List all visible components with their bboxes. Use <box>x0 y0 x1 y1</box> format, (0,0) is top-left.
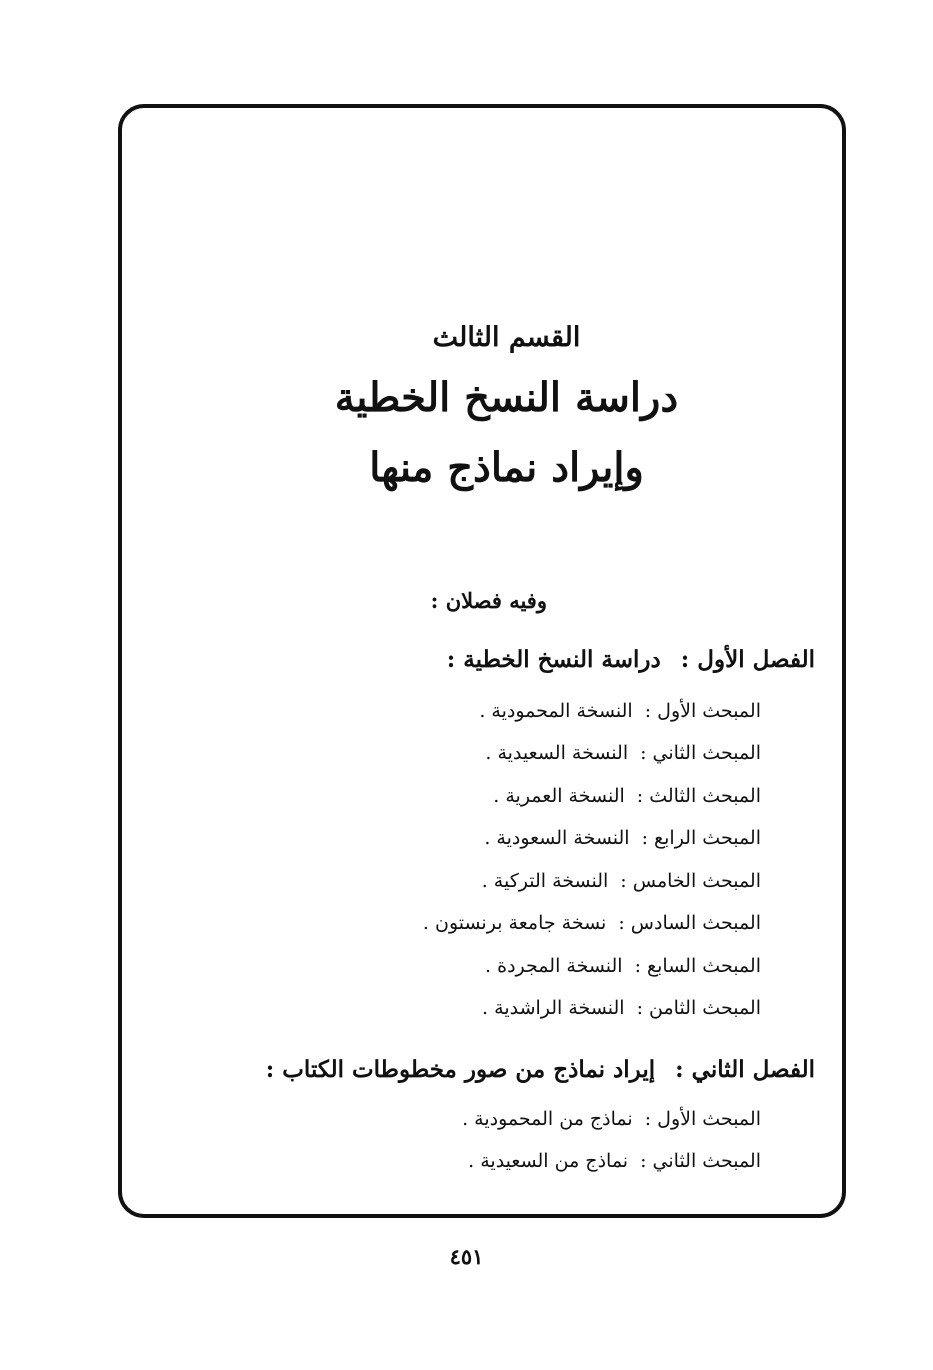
section-label: المبحث السابع : <box>634 955 761 977</box>
chapter-1-section-5 <box>482 870 761 892</box>
chapter-2-title: إيراد نماذج من صور مخطوطات الكتاب : <box>265 1056 656 1083</box>
section-title: النسخة العمرية . <box>493 785 625 807</box>
chapter-1-section-6 <box>423 912 761 934</box>
section-title: نسخة جامعة برنستون . <box>422 912 607 934</box>
section-label: المبحث الثاني : <box>640 1150 761 1172</box>
section-title: النسخة المجردة . <box>485 955 623 977</box>
section-label: المبحث الرابع : <box>641 827 761 849</box>
section-label: المبحث الأول : <box>644 700 761 722</box>
chapter-2-section-1 <box>462 1108 761 1130</box>
chapter-1-section-4 <box>484 827 761 849</box>
part-label: القسم الثالث <box>432 322 581 353</box>
section-label: المبحث السادس : <box>618 912 761 934</box>
section-title: النسخة المحمودية . <box>479 700 633 722</box>
chapter-1-label: الفصل الأول : <box>680 646 815 673</box>
chapter-1-section-1 <box>479 700 761 722</box>
section-title: نماذج من المحمودية . <box>462 1108 633 1130</box>
section-title: نماذج من السعيدية . <box>468 1150 629 1172</box>
section-label: المبحث الثالث : <box>636 785 761 807</box>
section-title: النسخة السعيدية . <box>485 742 629 764</box>
section-title: النسخة التركية . <box>481 870 609 892</box>
section-label: المبحث الأول : <box>644 1108 761 1130</box>
intro-text: وفيه فصلان : <box>430 588 547 613</box>
chapter-1-section-8 <box>482 997 761 1019</box>
section-title: النسخة السعودية . <box>484 827 630 849</box>
chapter-2-label: الفصل الثاني : <box>675 1056 815 1083</box>
chapter-1-heading <box>447 646 815 673</box>
section-label: المبحث الثاني : <box>640 742 761 764</box>
chapter-1-title: دراسة النسخ الخطية : <box>446 646 661 673</box>
section-title: النسخة الراشدية . <box>482 997 625 1019</box>
section-label: المبحث الخامس : <box>620 870 761 892</box>
page-number: ٤٥١ <box>449 1244 484 1269</box>
chapter-1-section-2 <box>485 742 761 764</box>
chapter-2-heading <box>266 1056 815 1083</box>
page-title-line-2: وإيراد نماذج منها <box>369 444 644 491</box>
page-title-line-1: دراسة النسخ الخطية <box>334 374 679 421</box>
chapter-1-section-3 <box>493 785 761 807</box>
section-label: المبحث الثامن : <box>636 997 761 1019</box>
chapter-2-section-2 <box>468 1150 761 1172</box>
chapter-1-section-7 <box>485 955 761 977</box>
